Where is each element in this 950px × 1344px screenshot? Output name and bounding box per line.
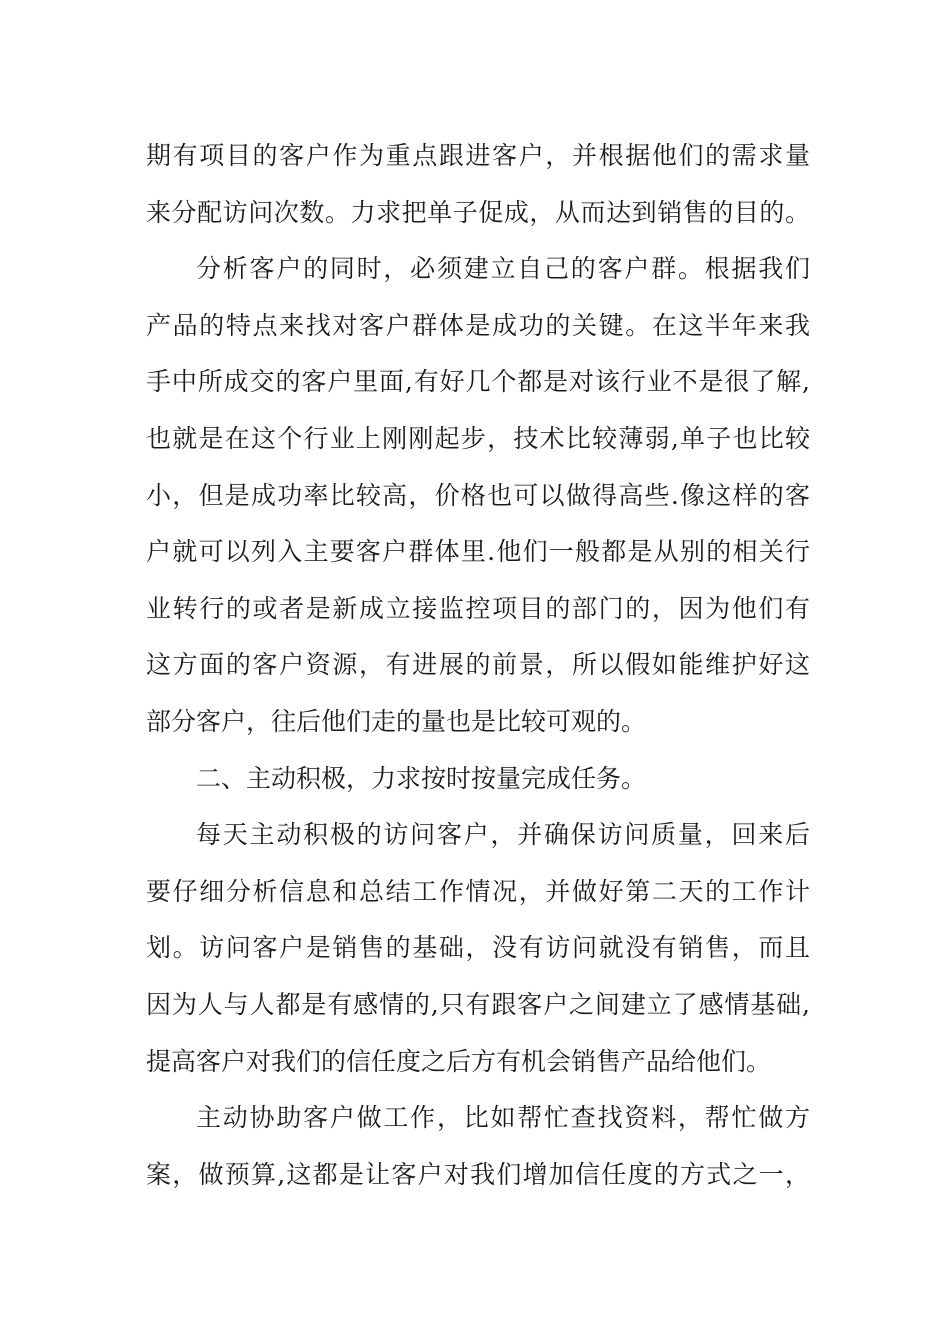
- paragraph-first-line: 分析客户的同时，必须建立自己的客户群。根据我们: [196, 254, 810, 284]
- text-line: 部分客户，往后他们走的量也是比较可观的。: [146, 706, 647, 736]
- text-line: 户就可以列入主要客户群体里.他们一般都是从别的相关行: [146, 537, 810, 567]
- section-heading: 二、主动积极，力求按时按量完成任务。: [196, 763, 647, 793]
- text-line: 手中所成交的客户里面,有好几个都是对该行业不是很了解,: [146, 367, 810, 397]
- text-line: 产品的特点来找对客户群体是成功的关键。在这半年来我: [146, 310, 810, 340]
- text-line: 提高客户对我们的信任度之后方有机会销售产品给他们。: [146, 1046, 772, 1076]
- text-line: 案，做预算,这都是让客户对我们增加信任度的方式之一，: [146, 1159, 810, 1189]
- body-text: [146, 128, 810, 1203]
- text-line: 来分配访问次数。力求把单子促成，从而达到销售的目的。: [146, 197, 810, 227]
- text-line: 业转行的或者是新成立接监控项目的部门的，因为他们有: [146, 593, 810, 623]
- paragraph-first-line: 每天主动积极的访问客户，并确保访问质量，回来后: [196, 820, 810, 850]
- text-line: 要仔细分析信息和总结工作情况，并做好第二天的工作计: [146, 876, 810, 906]
- text-line: 这方面的客户资源，有进展的前景，所以假如能维护好这: [146, 650, 810, 680]
- text-line: 也就是在这个行业上刚刚起步，技术比较薄弱,单子也比较: [146, 423, 810, 453]
- text-line: 小，但是成功率比较高，价格也可以做得高些.像这样的客: [146, 480, 810, 510]
- text-line: 划。访问客户是销售的基础，没有访问就没有销售，而且: [146, 933, 810, 963]
- paragraph-first-line: 主动协助客户做工作，比如帮忙查找资料，帮忙做方: [196, 1103, 810, 1133]
- text-line: 期有项目的客户作为重点跟进客户，并根据他们的需求量: [146, 141, 810, 170]
- text-line: 因为人与人都是有感情的,只有跟客户之间建立了感情基础,: [146, 989, 810, 1019]
